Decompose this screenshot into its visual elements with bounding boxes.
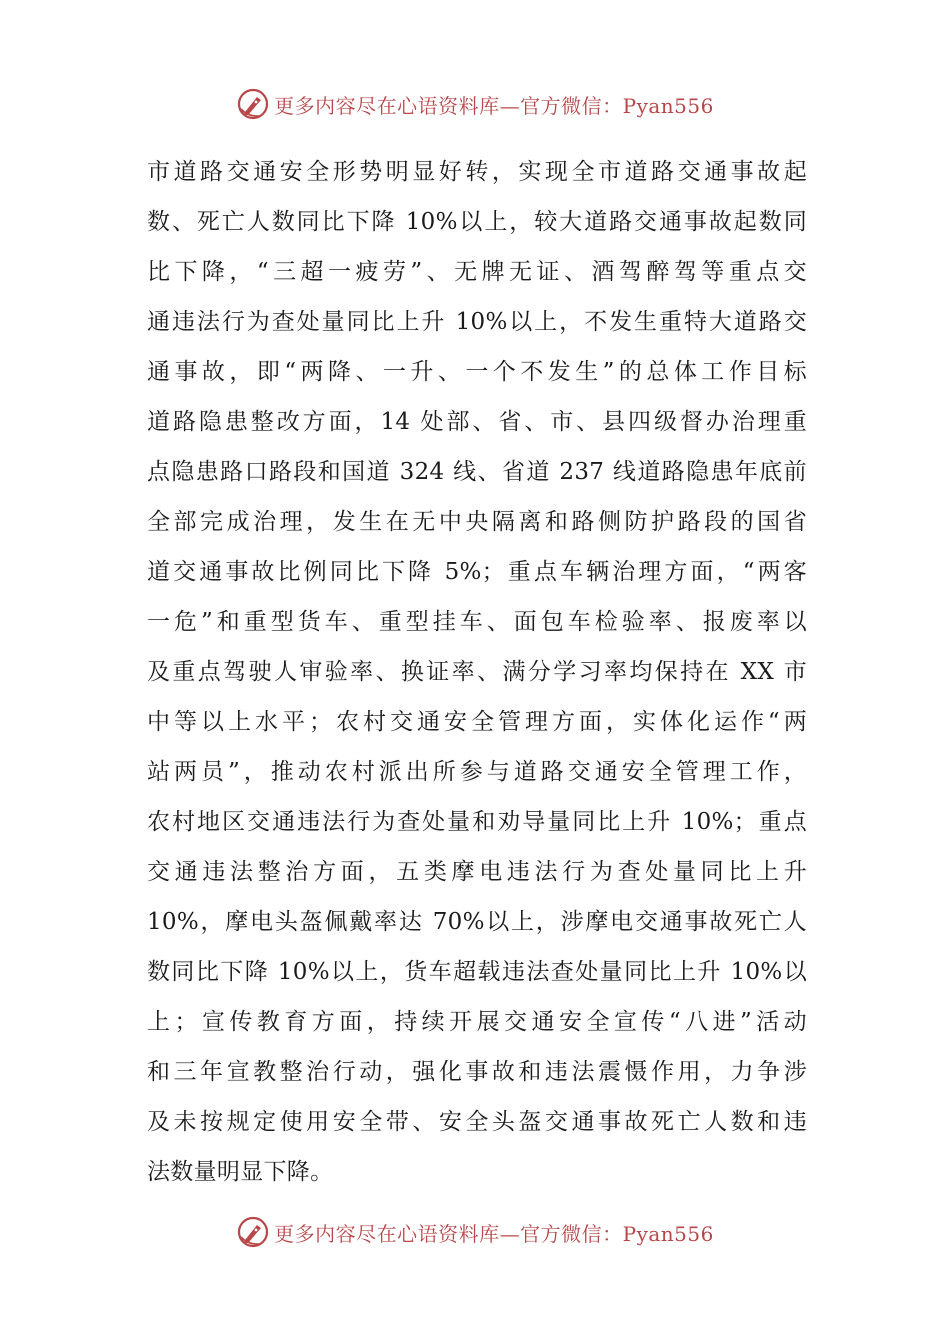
body-line: 一危”和重型货车、重型挂车、面包车检验率、报废率以 [147, 609, 807, 635]
body-line: 数同比下降 10%以上，货车超载违法查处量同比上升 10%以 [147, 959, 807, 985]
body-line: 和三年宣教整治行动，强化事故和违法震慑作用，力争涉 [147, 1059, 807, 1085]
body-line: 道路隐患整改方面，14 处部、省、市、县四级督办治理重 [147, 409, 807, 435]
body-line: 比下降，“三超一疲劳”、无牌无证、酒驾醉驾等重点交 [147, 259, 807, 285]
document-body [147, 147, 807, 1197]
body-line: 全部完成治理，发生在无中央隔离和路侧防护路段的国省 [147, 509, 807, 535]
body-line: 市道路交通安全形势明显好转，实现全市道路交通事故起 [147, 159, 807, 185]
body-line: 通违法行为查处量同比上升 10%以上，不发生重特大道路交 [147, 309, 807, 335]
body-line: 数、死亡人数同比下降 10%以上，较大道路交通事故起数同 [147, 209, 807, 235]
body-line: 站两员”，推动农村派出所参与道路交通安全管理工作， [147, 759, 807, 785]
body-line: 上；宣传教育方面，持续开展交通安全宣传“八进”活动 [147, 1009, 807, 1035]
body-line: 及重点驾驶人审验率、换证率、满分学习率均保持在 XX 市 [147, 659, 807, 685]
header-banner [0, 84, 950, 124]
pen-nib-logo-icon [236, 1215, 270, 1249]
pen-nib-logo-icon [236, 87, 270, 121]
header-banner-text: 更多内容尽在心语资料库—官方微信：Pyan556 [274, 93, 714, 118]
body-line: 10%，摩电头盔佩戴率达 70%以上，涉摩电交通事故死亡人 [147, 909, 807, 935]
body-line: 交通违法整治方面，五类摩电违法行为查处量同比上升 [147, 859, 807, 885]
footer-banner-text: 更多内容尽在心语资料库—官方微信：Pyan556 [274, 1221, 714, 1246]
body-line: 中等以上水平；农村交通安全管理方面，实体化运作“两 [147, 709, 807, 735]
footer-banner [0, 1212, 950, 1252]
body-line: 通事故，即“两降、一升、一个不发生”的总体工作目标 [147, 359, 807, 385]
body-line: 及未按规定使用安全带、安全头盔交通事故死亡人数和违 [147, 1109, 807, 1135]
body-line: 农村地区交通违法行为查处量和劝导量同比上升 10%；重点 [147, 809, 807, 835]
body-line: 道交通事故比例同比下降 5%；重点车辆治理方面，“两客 [147, 559, 807, 585]
body-line-last: 法数量明显下降。 [147, 1159, 334, 1185]
body-line: 点隐患路口路段和国道 324 线、省道 237 线道路隐患年底前 [147, 459, 807, 485]
